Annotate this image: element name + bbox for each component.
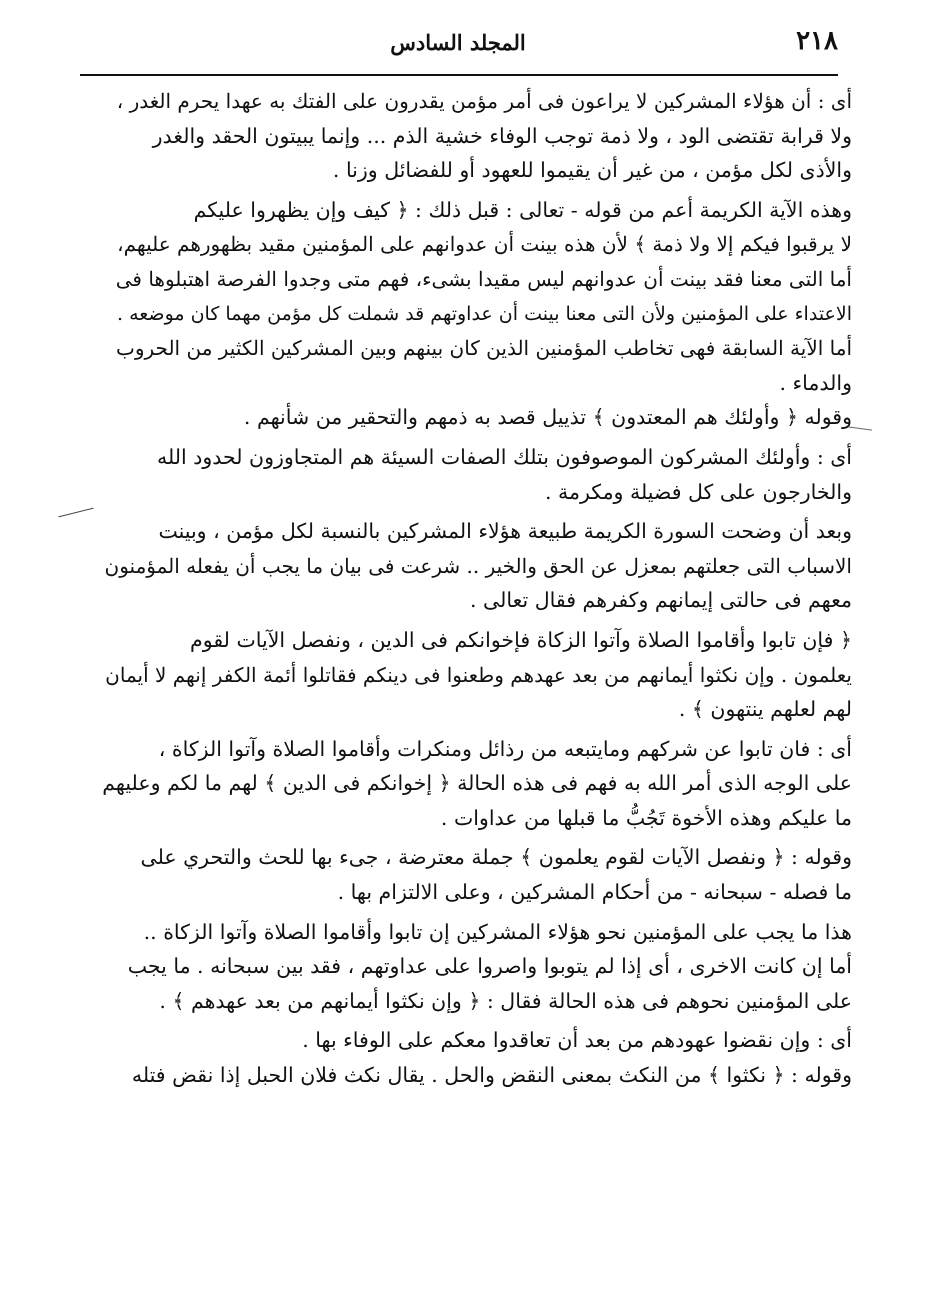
text-line: أى : وأولئك المشركون الموصوفون بتلك الصفات السيئة هم المتجاوزون لحدود الله bbox=[157, 444, 852, 469]
text-line: الاسباب التى جعلتهم بمعزل عن الحق والخير .. شرعت فى بيان ما يجب أن يفعله المؤمنون bbox=[104, 553, 852, 578]
text-line: أما إن كانت الاخرى ، أى إذا لم يتوبوا واصروا على عداوتهم ، فقد بين سبحانه . ما يجب bbox=[127, 954, 852, 979]
text-line: لا يرقبوا فيكم إلا ولا ذمة ﴾ لأن هذه بينت أن عدوانهم على المؤمنين مقيد بظهورهم عليهم، bbox=[117, 232, 852, 257]
text-line: هذا ما يجب على المؤمنين نحو هؤلاء المشركين إن تابوا وأقاموا الصلاة وآتوا الزكاة .. bbox=[143, 919, 852, 944]
body-text bbox=[100, 84, 852, 1093]
text-line: أما التى معنا فقد بينت أن عدوانهم ليس مقيدا بشىء، فهم متى وجدوا الفرصة اهتبلوها فى bbox=[115, 266, 852, 291]
text-line: أى : وإن نقضوا عهودهم من بعد أن تعاقدوا معكم على الوفاء بها . bbox=[302, 1028, 852, 1053]
text-line: وقوله : ﴿ نكثوا ﴾ من النكث بمعنى النقض والحل . يقال نكث فلان الحبل إذا نقض فتله bbox=[131, 1063, 852, 1088]
text-line: يعلمون . وإن نكثوا أيمانهم من بعد عهدهم وطعنوا فى دينكم فقاتلوا أئمة الكفر إنهم لا أيمان bbox=[105, 662, 852, 687]
text-line: لهم لعلهم ينتهون ﴾ . bbox=[678, 697, 852, 722]
text-line: وهذه الآية الكريمة أعم من قوله - تعالى : قبل ذلك : ﴿ كيف وإن يظهروا عليكم bbox=[193, 197, 852, 222]
text-line: أما الآية السابقة فهى تخاطب المؤمنين الذين كان بينهم وبين المشركين الكثير من الحروب bbox=[116, 336, 852, 361]
text-line: ما عليكم وهذه الأخوة تَجُبُّ ما قبلها من عداوات . bbox=[440, 805, 852, 830]
header-rule bbox=[80, 74, 838, 76]
page-header bbox=[78, 22, 838, 62]
text-line: وقوله ﴿ وأولئك هم المعتدون ﴾ تذييل قصد به ذمهم والتحقير من شأنهم . bbox=[243, 405, 852, 430]
text-line: أى : فان تابوا عن شركهم ومايتبعه من رذائل ومنكرات وأقاموا الصلاة وآتوا الزكاة ، bbox=[158, 736, 852, 761]
text-line: وقوله : ﴿ ونفصل الآيات لقوم يعلمون ﴾ جملة معترضة ، جىء بها للحث والتحري على bbox=[140, 845, 852, 870]
text-line: الاعتداء على المؤمنين ولأن التى معنا بينت أن عداوتهم قد شملت كل مؤمن مهما كان موضعه . bbox=[117, 302, 852, 325]
text-line: والخارجون على كل فضيلة ومكرمة . bbox=[544, 479, 852, 504]
text-line: ما فصله - سبحانه - من أحكام المشركين ، وعلى الالتزام بها . bbox=[337, 880, 852, 905]
text-line: معهم فى حالتى إيمانهم وكفرهم فقال تعالى . bbox=[470, 588, 852, 613]
text-line: والأذى لكل مؤمن ، من غير أن يقيموا للعهود أو للفضائل وزنا . bbox=[332, 158, 852, 183]
running-title: المجلد السادس bbox=[390, 30, 526, 55]
text-line: ولا قرابة تقتضى الود ، ولا ذمة توجب الوفاء خشية الذم ... وإنما يبيتون الحقد والغدر bbox=[152, 123, 852, 148]
text-line: وبعد أن وضحت السورة الكريمة طبيعة هؤلاء المشركين بالنسبة لكل مؤمن ، وبينت bbox=[158, 519, 852, 544]
text-line: على الوجه الذى أمر الله به فهم فى هذه الحالة ﴿ إخوانكم فى الدين ﴾ لهم ما لكم وعليهم bbox=[102, 771, 852, 796]
text-line: والدماء . bbox=[779, 370, 852, 395]
text-line: أى : أن هؤلاء المشركين لا يراعون فى أمر مؤمن يقدرون على الفتك به عهدا يحرم الغدر ، bbox=[116, 89, 852, 113]
text-line: على المؤمنين نحوهم فى هذه الحالة فقال : ﴿ وإن نكثوا أيمانهم من بعد عهدهم ﴾ . bbox=[159, 988, 852, 1013]
margin-pen-mark bbox=[58, 508, 93, 518]
text-line: ﴿ فإن تابوا وأقاموا الصلاة وآتوا الزكاة فإخوانكم فى الدين ، ونفصل الآيات لقوم bbox=[190, 627, 852, 652]
page-number: ٢١٨ bbox=[796, 26, 838, 56]
